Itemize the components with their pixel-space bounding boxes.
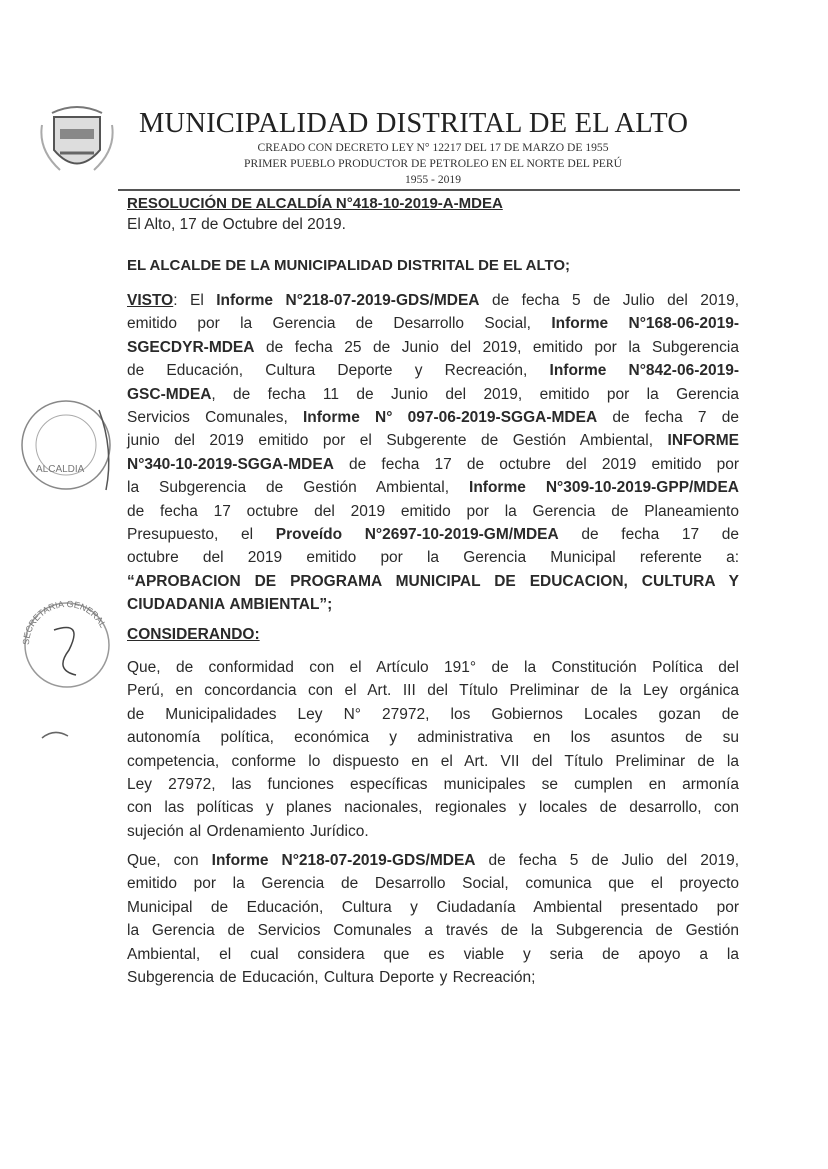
text-segment: Servicios Comunales, [127,408,303,426]
text-segment: emitido por la Gerencia de Desarrollo Social, comunica que el proyecto [127,875,739,893]
text-segment: Presupuesto, el [127,525,276,543]
emphasized-reference: Informe N°309-10-2019-GPP/MDEA [469,479,739,497]
text-line [127,679,739,702]
emphasized-reference: GSC-MDEA [127,385,212,403]
text-segment: Ambiental, el cual considera que es viable y seria de apoyo a la [127,945,739,963]
emphasized-reference: Informe N°218-07-2019-GDS/MDEA [211,852,476,869]
text-segment: de fecha 5 de Julio del 2019, [479,292,739,309]
text-segment: la Gerencia de Servicios Comunales a través de la Subgerencia de Gestión [127,922,739,940]
text-line [127,796,739,819]
text-segment: , de fecha 11 de Junio del 2019, emitido por la Gerencia [211,385,739,403]
text-segment: de fecha 7 de [597,408,739,426]
svg-text:SECRETARIA GENERAL: SECRETARIA GENERAL [20,598,109,646]
institution-title: MUNICIPALIDAD DISTRITAL DE EL ALTO [139,108,689,139]
emphasized-reference: Informe N° 097-06-2019-SGGA-MDEA [303,408,598,426]
emphasized-reference: SGECDYR-MDEA [127,338,255,356]
visto-paragraph [127,289,739,616]
emphasized-reference: INFORME [667,432,739,450]
text-segment: Perú, en concordancia con el Art. III del Título Preliminar de la Ley orgánica [127,682,739,700]
text-segment: Subgerencia de Educación, Cultura Deporte y Recreación; [127,968,536,986]
text-segment: Que, con [127,852,212,869]
emphasized-reference: VISTO [127,292,174,309]
text-segment: Municipal de Educación, Cultura y Ciudadanía Ambiental presentado por [127,898,739,916]
emphasized-reference: Proveído N°2697-10-2019-GM/MDEA [275,525,559,543]
text-line [127,546,739,569]
resolution-date: El Alto, 17 de Octubre del 2019. [127,216,346,233]
text-line [127,500,739,523]
considerando-heading: CONSIDERANDO: [127,626,260,643]
text-line [127,312,739,335]
considerando-paragraph-2 [127,849,739,989]
text-segment: la Subgerencia de Gestión Ambiental, [127,479,470,497]
text-line [127,896,739,919]
text-line [127,726,739,749]
text-segment: de fecha 17 de octubre del 2019 emitido por [333,455,739,473]
text-line [127,359,739,382]
text-segment: autonomía política, económica y administrativa en los asuntos de su [127,729,739,747]
text-line [127,523,739,546]
emphasized-reference: Informe N°168-06-2019- [551,315,739,333]
margin-mark [40,728,70,740]
text-line [127,849,739,872]
text-line [127,336,739,359]
text-segment: de fecha 17 octubre del 2019 emitido por la Gerencia de Planeamiento [127,502,739,520]
text-line [127,453,739,476]
text-line [127,429,739,452]
text-line [127,750,739,773]
text-line [127,570,739,593]
institution-subtitle-motto: PRIMER PUEBLO PRODUCTOR DE PETROLEO EN EL NORTE DEL PERÚ [244,157,622,170]
text-segment: : El [173,292,217,309]
text-segment: de Educación, Cultura Deporte y Recreación, [127,362,550,380]
text-line [127,966,739,989]
text-segment: Ley 27972, las funciones específicas municipales se cumplen en armonía [127,775,739,793]
text-segment: de fecha 25 de Junio del 2019, emitido por la Subgerencia [254,338,739,356]
text-segment: competencia, conforme lo dispuesto en el Art. VII del Título Preliminar de la [127,752,739,770]
text-line [127,656,739,679]
alcaldia-stamp [14,390,124,500]
text-line [127,872,739,895]
emphasized-reference: “APROBACION DE PROGRAMA MUNICIPAL DE EDUCACION, CULTURA Y [127,572,739,590]
emphasized-reference: Informe N°218-07-2019-GDS/MDEA [216,292,480,309]
header-divider [118,189,740,191]
svg-text:ALCALDIA: ALCALDIA [36,464,85,475]
emphasized-reference: N°340-10-2019-SGGA-MDEA [127,455,334,473]
text-line [127,820,739,843]
secretaria-general-stamp [14,590,124,700]
text-line [127,919,739,942]
text-segment: con las políticas y planes nacionales, regionales y locales de desarrollo, con [127,799,739,817]
text-line [127,943,739,966]
emphasized-reference: CIUDADANIA AMBIENTAL”; [127,596,333,614]
text-line [127,406,739,429]
text-segment: octubre del 2019 emitido por la Gerencia Municipal referente a: [127,549,739,567]
text-line [127,289,739,312]
considerando-paragraph-1 [127,656,739,843]
text-segment: Que, de conformidad con el Artículo 191° de la Constitución Política del [127,659,739,676]
text-segment: junio del 2019 emitido por el Subgerente de Gestión Ambiental, [127,432,668,450]
text-segment: emitido por la Gerencia de Desarrollo Social, [127,315,552,333]
text-line [127,593,739,616]
resolution-number: RESOLUCIÓN DE ALCALDÍA N°418-10-2019-A-MDEA [127,195,503,212]
institution-years: 1955 - 2019 [404,173,462,186]
text-line [127,703,739,726]
text-segment: sujeción al Ordenamiento Jurídico. [127,822,369,840]
text-line [127,773,739,796]
text-segment: de fecha 5 de Julio del 2019, [475,852,740,869]
institution-subtitle-decree: CREADO CON DECRETO LEY N° 12217 DEL 17 DE MARZO DE 1955 [257,141,609,154]
emphasized-reference: Informe N°842-06-2019- [549,362,740,380]
text-line [127,476,739,499]
text-line [127,383,739,406]
municipal-coat-of-arms-logo [30,95,125,185]
text-segment: de fecha 17 de [558,525,740,543]
text-segment: de Municipalidades Ley N° 27972, los Gobiernos Locales gozan de [127,705,739,723]
resolution-issuer: EL ALCALDE DE LA MUNICIPALIDAD DISTRITAL DE EL ALTO; [127,257,571,274]
